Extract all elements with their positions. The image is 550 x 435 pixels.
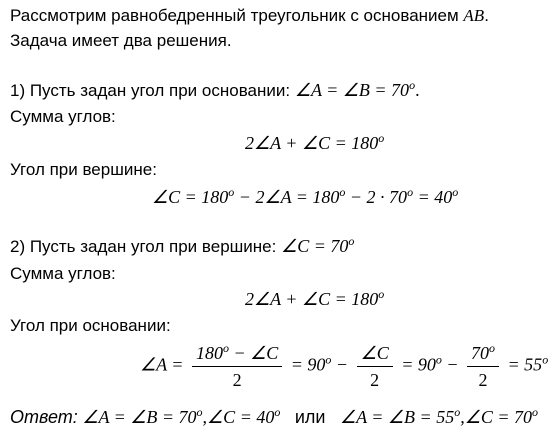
intro-line-2: Задача имеет два решения. [10,31,232,50]
case1-heading-math: ∠A = ∠B = $70^o$. [294,78,420,100]
fraction-3: $\frac{70^o}{2}$ [467,342,499,391]
case2-heading [10,236,354,257]
fraction-1: $\frac{180^o - \angle C}{2}$ [192,342,282,391]
answer-label: Ответ: [10,407,78,427]
case1-heading [10,80,420,101]
case1-vertex-label: Угол при вершине: [10,160,157,179]
case1-heading-text: 1) Пусть задан угол при основании: [10,81,291,100]
case2-heading-math: ∠C = $70^o$ [281,234,355,256]
case2-heading-text: 2) Пусть задан угол при вершине: [10,237,277,256]
answer-or: или [294,407,326,427]
case2-base-label: Угол при основании: [10,316,171,335]
answer-line: Ответ: ∠A = ∠B = $70^o,\angle C = 40^o$ или ∠A = ∠B = $55^o,\angle C = 70^o$ [10,405,538,427]
case2-base-equation: ∠A = $\frac{180^o - \angle C}{2}$ = $90^o$ − $\frac{\angle C}{2}$ = $90^o$ − $\frac{70^o}{2}$ = $55^o$ [140,341,549,390]
case2-sum-equation: 2∠A + ∠C = $180^o$ [245,287,385,309]
lhs: ∠A = [140,354,184,375]
case1-sum-equation: 2∠A + ∠C = $180^o$ [245,131,385,153]
intro-text: Рассмотрим равнобедренный треугольник с основанием [10,6,459,25]
base-variable: AB [463,6,485,25]
intro-line-1: Рассмотрим равнобедренный треугольник с основанием AB. [10,6,489,25]
case2-sum-label: Сумма углов: [10,264,116,283]
fraction-2: $\frac{\angle C}{2}$ [357,342,393,391]
case1-sum-label: Сумма углов: [10,107,116,126]
case1-vertex-equation: ∠C = $180^o$ − 2∠A = $180^o - 2 \cdot 70^o = 40^o$ [152,185,459,207]
